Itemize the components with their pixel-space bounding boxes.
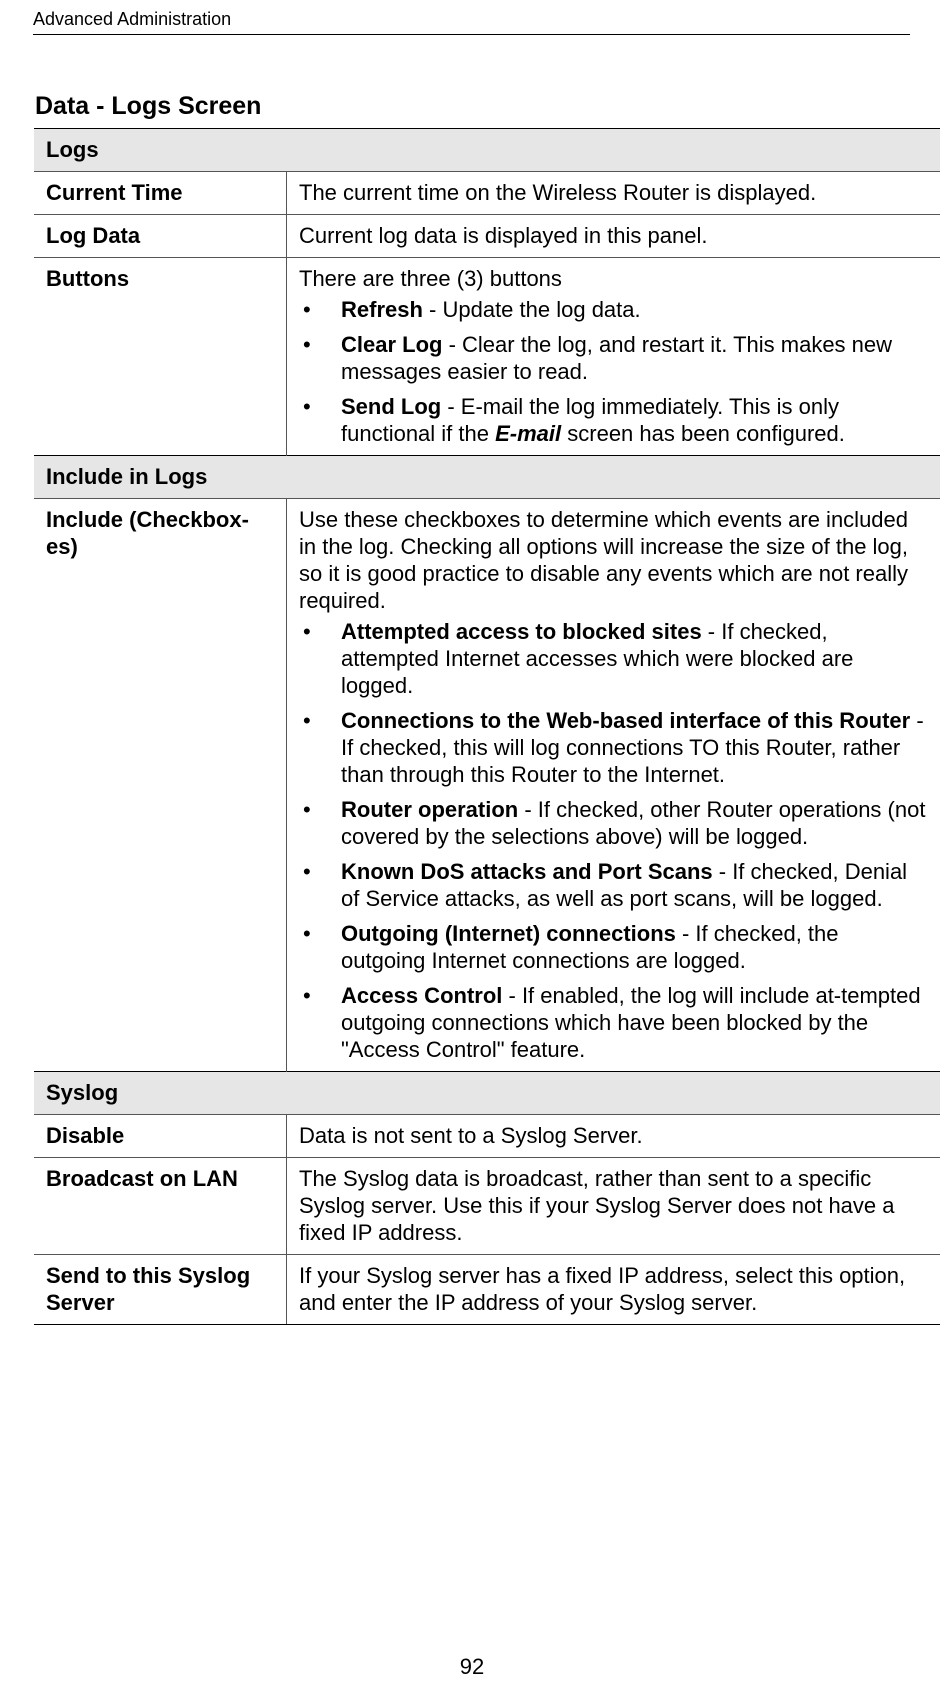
item-text: - Update the log data. <box>422 297 641 322</box>
item-bold: Access Control <box>341 983 503 1008</box>
item-text: - If checked, other Router operations (not covered by the selections above) will be logged. <box>341 797 926 849</box>
list-item <box>299 707 928 788</box>
table-row <box>34 1158 940 1255</box>
term-send-to: Send to this Syslog Server <box>34 1255 287 1325</box>
table-row <box>34 1115 940 1158</box>
bullet-icon: • <box>303 619 311 644</box>
bullet-icon: • <box>303 921 311 946</box>
term-include: Include (Checkbox-es) <box>34 499 287 1072</box>
item-bold: Send Log <box>341 394 442 419</box>
bullet-icon: • <box>303 708 311 733</box>
list-item <box>299 920 928 974</box>
item-bold: Known DoS attacks and Port Scans <box>341 859 713 884</box>
item-bold: Attempted access to blocked sites <box>341 619 702 644</box>
logs-description-table <box>34 128 940 1325</box>
list-item <box>299 858 928 912</box>
table-row <box>34 172 940 215</box>
section-title-syslog: Syslog <box>34 1072 940 1115</box>
term-disable: Disable <box>34 1115 287 1158</box>
bullet-icon: • <box>303 859 311 884</box>
term-buttons: Buttons <box>34 258 287 456</box>
item-text: - If checked, Denial of Service attacks, as well as port scans, will be logged. <box>341 859 908 911</box>
table-row <box>34 258 940 456</box>
include-list <box>299 618 928 1063</box>
page-number: 92 <box>459 1654 485 1679</box>
bullet-icon: • <box>303 394 311 419</box>
term-current-time: Current Time <box>34 172 287 215</box>
item-text: - Clear the log, and restart it. This makes new messages easier to read. <box>341 332 893 384</box>
buttons-intro: There are three (3) buttons <box>299 266 562 291</box>
list-item <box>299 982 928 1063</box>
page-title: Data - Logs Screen <box>35 92 262 120</box>
list-item <box>299 331 928 385</box>
desc-send-to: If your Syslog server has a fixed IP address, select this option, and enter the IP address of your Syslog server. <box>287 1255 941 1325</box>
item-bold-italic: E-mail <box>495 421 562 446</box>
item-text: - If checked, the outgoing Internet connections are logged. <box>341 921 839 973</box>
list-item <box>299 796 928 850</box>
desc-include <box>287 499 941 1072</box>
item-text: screen has been configured. <box>561 421 845 446</box>
table-row <box>34 1255 940 1325</box>
bullet-icon: • <box>303 797 311 822</box>
item-bold: Connections to the Web-based interface of this Router <box>341 708 911 733</box>
desc-disable: Data is not sent to a Syslog Server. <box>287 1115 941 1158</box>
desc-current-time: The current time on the Wireless Router is displayed. <box>287 172 941 215</box>
bullet-icon: • <box>303 297 311 322</box>
include-intro: Use these checkboxes to determine which events are included in the log. Checking all options will increase the size of the log, so it is good practice to disable any events which are not really required. <box>299 507 909 613</box>
item-text: - If enabled, the log will include at-tempted outgoing connections which have been blocked by the "Access Control" feature. <box>341 983 921 1062</box>
item-bold: Refresh <box>341 297 423 322</box>
list-item <box>299 618 928 699</box>
section-title-include: Include in Logs <box>34 456 940 499</box>
item-text: - E-mail the log immediately. This is only functional if the <box>341 394 839 446</box>
section-row-syslog <box>34 1072 940 1115</box>
buttons-list <box>299 296 928 447</box>
section-row-logs <box>34 129 940 172</box>
term-log-data: Log Data <box>34 215 287 258</box>
item-bold: Router operation <box>341 797 519 822</box>
item-bold: Clear Log <box>341 332 443 357</box>
bullet-icon: • <box>303 332 311 357</box>
item-text: - If checked, attempted Internet accesses which were blocked are logged. <box>341 619 854 698</box>
desc-broadcast: The Syslog data is broadcast, rather than sent to a specific Syslog server. Use this if your Syslog Server does not have a fixed IP address. <box>287 1158 941 1255</box>
desc-buttons <box>287 258 941 456</box>
table-row <box>34 215 940 258</box>
running-header: Advanced Administration <box>33 7 910 35</box>
desc-log-data: Current log data is displayed in this panel. <box>287 215 941 258</box>
list-item <box>299 296 928 323</box>
item-bold: Outgoing (Internet) connections <box>341 921 676 946</box>
table-row <box>34 499 940 1072</box>
term-broadcast: Broadcast on LAN <box>34 1158 287 1255</box>
section-title-logs: Logs <box>34 129 940 172</box>
list-item <box>299 393 928 447</box>
item-text: - If checked, this will log connections TO this Router, rather than through this Router to the Internet. <box>341 708 924 787</box>
bullet-icon: • <box>303 983 311 1008</box>
section-row-include <box>34 456 940 499</box>
